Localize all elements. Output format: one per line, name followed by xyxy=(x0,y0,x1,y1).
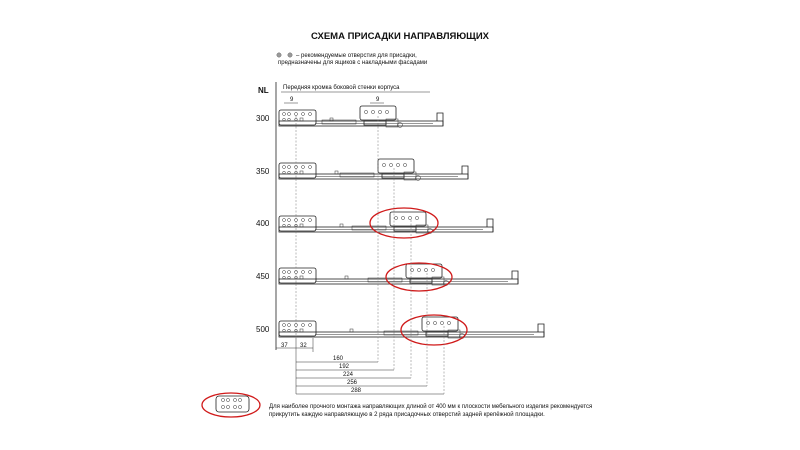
front-hole-icon xyxy=(288,324,291,327)
row-nl-label: 400 xyxy=(256,219,270,228)
front-hole-icon xyxy=(309,271,312,274)
back-hole-icon xyxy=(433,321,436,324)
front-hole-icon xyxy=(309,219,312,222)
front-hole-icon xyxy=(283,171,286,174)
nl-label: NL xyxy=(258,86,269,95)
back-hole-icon xyxy=(447,321,450,324)
hole-icon xyxy=(221,398,224,401)
marker-square xyxy=(330,118,333,121)
dim-224: 224 xyxy=(343,372,354,378)
rail-end-stop xyxy=(538,324,544,337)
dim-256: 256 xyxy=(347,380,358,386)
hole-icon xyxy=(238,398,241,401)
legend-line-1: – рекомендуемые отверстия для присадки, xyxy=(296,53,417,59)
front-hole-icon xyxy=(288,113,291,116)
marker-square xyxy=(300,329,303,332)
rail-end-stop xyxy=(512,271,518,284)
front-hole-icon xyxy=(283,276,286,279)
front-bracket xyxy=(279,321,316,336)
front-hole-icon xyxy=(288,276,291,279)
back-bracket xyxy=(406,264,442,278)
footnote-bracket xyxy=(216,396,249,412)
marker-square xyxy=(300,118,303,121)
front-hole-icon xyxy=(283,271,286,274)
mechanism-block xyxy=(426,332,448,336)
front-hole-icon xyxy=(288,171,291,174)
front-hole-icon xyxy=(288,166,291,169)
front-hole-icon xyxy=(288,224,291,227)
dim-160: 160 xyxy=(333,356,344,362)
front-hole-icon xyxy=(302,324,305,327)
front-hole-icon xyxy=(283,113,286,116)
row-nl-label: 500 xyxy=(256,325,270,334)
back-hole-icon xyxy=(415,216,418,219)
front-hole-icon xyxy=(283,324,286,327)
front-hole-icon xyxy=(283,166,286,169)
marker-square xyxy=(345,276,348,279)
dim-37: 37 xyxy=(281,343,288,349)
dim-288: 288 xyxy=(351,388,362,394)
rail-end-stop xyxy=(462,166,468,179)
footnote-line-1: Для наиболее прочного монтажа направляющих длиной от 400 мм к плоскости мебельного изделия рекомендуется xyxy=(269,404,593,410)
front-hole-icon xyxy=(288,118,291,121)
highlight-circle-400 xyxy=(370,208,438,238)
footnote-holes xyxy=(221,398,241,408)
marker-square xyxy=(335,171,338,174)
front-hole-icon xyxy=(288,219,291,222)
top-dimension-left: 9 xyxy=(290,97,294,103)
front-hole-icon xyxy=(309,113,312,116)
back-hole-icon xyxy=(389,163,392,166)
top-dimension-marks xyxy=(284,97,384,103)
rail-end-stop xyxy=(437,113,443,126)
back-hole-icon xyxy=(417,268,420,271)
front-hole-icon xyxy=(288,329,291,332)
hole-icon xyxy=(221,405,224,408)
front-hole-icon xyxy=(295,113,298,116)
recommended-hole-icon xyxy=(277,53,281,57)
back-hole-icon xyxy=(378,110,381,113)
back-hole-icon xyxy=(403,163,406,166)
back-hole-icon xyxy=(394,216,397,219)
top-dimension-right: 9 xyxy=(376,97,380,103)
marker-square xyxy=(300,276,303,279)
legend-line-2: предназначены для ящиков с накладными фасадами xyxy=(278,60,428,66)
row-nl-label: 450 xyxy=(256,272,270,281)
recommended-hole-icon xyxy=(288,53,292,57)
footnote-line-2: прикрутить каждую направляющую в 2 ряда присадочных отверстий задней крепёжной площадки. xyxy=(269,412,545,418)
back-hole-icon xyxy=(371,110,374,113)
mechanism-block xyxy=(394,227,416,231)
back-hole-icon xyxy=(424,268,427,271)
footnote-highlight-circle xyxy=(202,393,260,417)
back-bracket xyxy=(378,159,414,173)
front-bracket xyxy=(279,216,316,231)
rails-group xyxy=(279,106,544,339)
hole-icon xyxy=(226,405,229,408)
back-bracket xyxy=(422,317,458,331)
rail-end-stop xyxy=(487,219,493,232)
back-hole-icon xyxy=(364,110,367,113)
back-hole-icon xyxy=(440,321,443,324)
back-hole-icon xyxy=(396,163,399,166)
legend xyxy=(277,53,427,66)
front-bracket xyxy=(279,268,316,283)
mechanism-block xyxy=(410,279,432,283)
back-hole-icon xyxy=(431,268,434,271)
front-bracket xyxy=(279,163,316,178)
row-nl-label: 300 xyxy=(256,114,270,123)
marker-square xyxy=(340,224,343,227)
front-hole-icon xyxy=(283,224,286,227)
back-hole-icon xyxy=(408,216,411,219)
marker-square xyxy=(350,329,353,332)
diagram-title: СХЕМА ПРИСАДКИ НАПРАВЛЯЮЩИХ xyxy=(311,31,489,42)
hole-icon xyxy=(233,398,236,401)
front-hole-icon xyxy=(283,219,286,222)
front-hole-icon xyxy=(283,329,286,332)
back-bracket xyxy=(390,212,426,226)
marker-square xyxy=(300,224,303,227)
front-hole-icon xyxy=(302,271,305,274)
hole-icon xyxy=(233,405,236,408)
dim-192: 192 xyxy=(339,364,350,370)
back-hole-icon xyxy=(382,163,385,166)
footnote xyxy=(202,393,592,418)
mechanism-block xyxy=(364,121,386,125)
back-hole-icon xyxy=(401,216,404,219)
front-edge-label: Передняя кромка боковой стенки корпуса xyxy=(283,85,400,91)
hole-icon xyxy=(226,398,229,401)
dim-32: 32 xyxy=(300,343,307,349)
front-hole-icon xyxy=(302,166,305,169)
front-hole-icon xyxy=(302,113,305,116)
front-hole-icon xyxy=(283,118,286,121)
front-bracket xyxy=(279,110,316,125)
marker-square xyxy=(300,171,303,174)
front-hole-icon xyxy=(302,219,305,222)
front-hole-icon xyxy=(309,324,312,327)
hole-icon xyxy=(238,405,241,408)
front-hole-icon xyxy=(288,271,291,274)
row-nl-label: 350 xyxy=(256,167,270,176)
mechanism-block xyxy=(382,174,404,178)
back-hole-icon xyxy=(385,110,388,113)
bottom-dimensions xyxy=(276,116,444,394)
front-hole-icon xyxy=(309,166,312,169)
